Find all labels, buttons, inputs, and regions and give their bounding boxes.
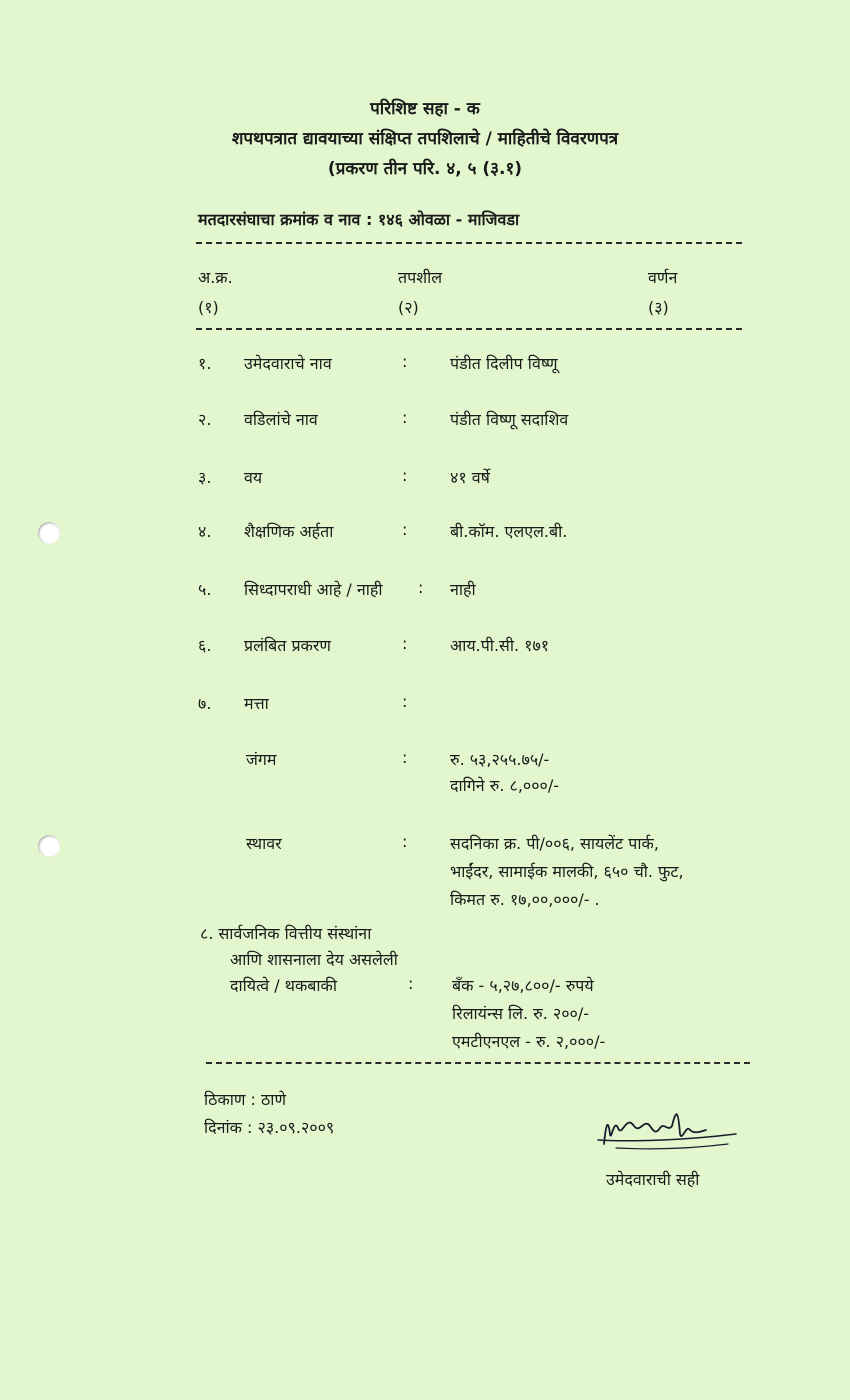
- row-value: पंडीत विष्णू सदाशिव: [450, 410, 569, 429]
- appendix-title: परिशिष्ट सहा - क: [370, 99, 480, 119]
- punch-hole-bottom: [38, 835, 60, 857]
- row-value: नाही: [450, 580, 476, 599]
- row-colon: :: [402, 408, 408, 427]
- row-number: ४.: [198, 522, 212, 541]
- rule-bottom: [206, 1062, 750, 1064]
- column-details-label: तपशील: [398, 268, 443, 287]
- row-label: वडिलांचे नाव: [244, 410, 318, 429]
- movable-assets-value: रु. ५३,२५५.७५/-: [450, 750, 550, 769]
- row-colon: :: [402, 352, 408, 371]
- liabilities-label-line-3: दायित्वे / थकबाकी: [230, 976, 337, 995]
- immovable-assets-label: स्थावर: [246, 834, 282, 853]
- immovable-assets-line-3: किमत रु. १७,००,०००/- .: [450, 890, 600, 909]
- row-value: आय.पी.सी. १७१: [450, 636, 550, 655]
- row-colon: :: [402, 692, 408, 711]
- row-number: ६.: [198, 636, 212, 655]
- rule-top: [196, 242, 742, 244]
- punch-hole-top: [38, 522, 60, 544]
- column-serial-label: अ.क्र.: [198, 268, 233, 287]
- movable-assets-colon: :: [402, 748, 408, 767]
- row-number: १.: [198, 354, 212, 373]
- document-title: शपथपत्रात द्यावयाच्या संक्षिप्त तपशिलाचे / माहितीचे विवरणपत्र: [231, 129, 619, 149]
- row-value: बी.कॉम. एलएल.बी.: [450, 522, 568, 541]
- movable-assets-label: जंगम: [246, 750, 277, 769]
- column-details-number: (२): [398, 298, 419, 317]
- immovable-assets-line-1: सदनिका क्र. पी/००६, सायलेंट पार्क,: [450, 834, 659, 853]
- constituency-line: मतदारसंघाचा क्रमांक व नाव : १४६ ओवळा - माजिवडा: [198, 210, 520, 229]
- liability-reliance: रिलायंन्स लि. रु. २००/-: [452, 1004, 590, 1023]
- liabilities-label-line-1: ८. सार्वजनिक वित्तीय संस्थांना: [200, 924, 372, 943]
- row-label: प्रलंबित प्रकरण: [244, 636, 331, 655]
- handwritten-signature: [596, 1104, 746, 1156]
- liabilities-label-line-2: आणि शासनाला देय असलेली: [230, 950, 398, 969]
- movable-assets-jewellery: दागिने रु. ८,०००/-: [450, 776, 560, 795]
- row-label: उमेदवाराचे नाव: [244, 354, 332, 373]
- immovable-assets-colon: :: [402, 832, 408, 851]
- column-serial-number: (१): [198, 298, 219, 317]
- liability-bank: बँक - ५,२७,८००/- रुपये: [452, 976, 594, 995]
- row-colon: :: [418, 578, 424, 597]
- row-colon: :: [402, 520, 408, 539]
- immovable-assets-line-2: भाईंदर, सामाईक मालकी, ६५० चौ. फुट,: [450, 862, 684, 881]
- column-description-label: वर्णन: [648, 268, 678, 287]
- liability-mtnl: एमटीएनएल - रु. २,०००/-: [452, 1032, 606, 1051]
- date: दिनांक : २३.०९.२००९: [204, 1118, 335, 1137]
- row-colon: :: [402, 634, 408, 653]
- row-value: ४१ वर्षे: [450, 468, 490, 487]
- place: ठिकाण : ठाणे: [204, 1090, 287, 1109]
- liabilities-colon: :: [408, 974, 414, 993]
- chapter-reference: (प्रकरण तीन परि. ४, ५ (३.१): [327, 159, 523, 179]
- row-label: वय: [244, 468, 263, 487]
- row-number: २.: [198, 410, 212, 429]
- signature-caption: उमेदवाराची सही: [606, 1170, 700, 1189]
- rule-header: [196, 328, 742, 330]
- row-label: मत्ता: [244, 694, 269, 713]
- row-number: ५.: [198, 580, 212, 599]
- row-label: सिध्दापराधी आहे / नाही: [244, 580, 383, 599]
- column-description-number: (३): [648, 298, 669, 317]
- row-label: शैक्षणिक अर्हता: [244, 522, 334, 541]
- row-colon: :: [402, 466, 408, 485]
- row-number: ७.: [198, 694, 212, 713]
- row-value: पंडीत दिलीप विष्णू: [450, 354, 558, 373]
- row-number: ३.: [198, 468, 212, 487]
